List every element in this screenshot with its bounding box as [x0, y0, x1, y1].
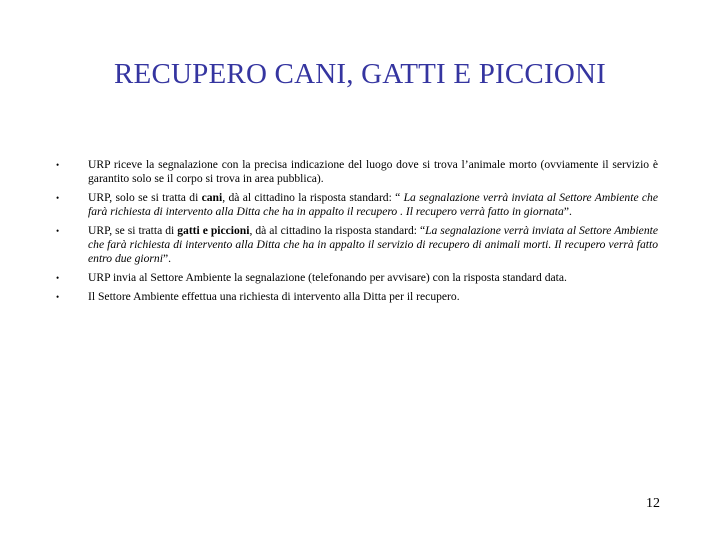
bullet-text-segment: , dà al cittadino la risposta standard: “ [249, 224, 426, 237]
bullet-dot-icon: • [56, 273, 60, 284]
bullet-text-segment: ”. [162, 252, 171, 266]
bullet-item [56, 158, 658, 186]
bullet-text-italic: La segnalazione verrà inviata al Settore Ambiente che farà richiesta di intervento alla Ditta che ha in appalto il recupero . Il recupero verrà fatto in giornata [88, 191, 658, 219]
bullet-dot-icon: • [56, 193, 60, 203]
page-number: 12 [646, 496, 660, 511]
bullet-text-segment: , dà al cittadino la risposta standard: “ [222, 191, 404, 204]
bullet-item [56, 224, 658, 267]
bullet-text-bold: gatti e piccioni [177, 224, 250, 237]
bullet-dot-icon: • [56, 292, 60, 302]
bullet-text-italic: La segnalazione verrà inviata al Settore Ambiente che farà richiesta di intervento alla Ditta che ha in appalto il servizio di recupero di animali morti. Il recupero verrà fatto entro due giorni [88, 224, 658, 266]
bullet-text-segment: URP, solo se si tratta di [88, 191, 202, 204]
slide-title: RECUPERO CANI, GATTI E PICCIONI [114, 58, 606, 90]
bullet-list [56, 158, 658, 309]
bullet-item [56, 271, 658, 285]
bullet-text: Il Settore Ambiente effettua una richiesta di intervento alla Ditta per il recupero. [88, 290, 460, 303]
bullet-text-bold: cani [201, 191, 223, 204]
bullet-dot-icon: • [56, 226, 60, 236]
bullet-dot-icon: • [56, 160, 60, 170]
bullet-text-segment: URP, se si tratta di [88, 224, 178, 237]
bullet-item [56, 290, 658, 304]
bullet-item [56, 191, 658, 219]
bullet-text: URP invia al Settore Ambiente la segnalazione (telefonando per avvisare) con la risposta standard data. [88, 271, 567, 285]
bullet-text: URP riceve la segnalazione con la precisa indicazione del luogo dove si trova l’animale morto (ovviamente il servizio è garantito solo se il corpo si trova in area pubblica). [88, 158, 658, 186]
bullet-text-segment: ”. [563, 205, 572, 219]
